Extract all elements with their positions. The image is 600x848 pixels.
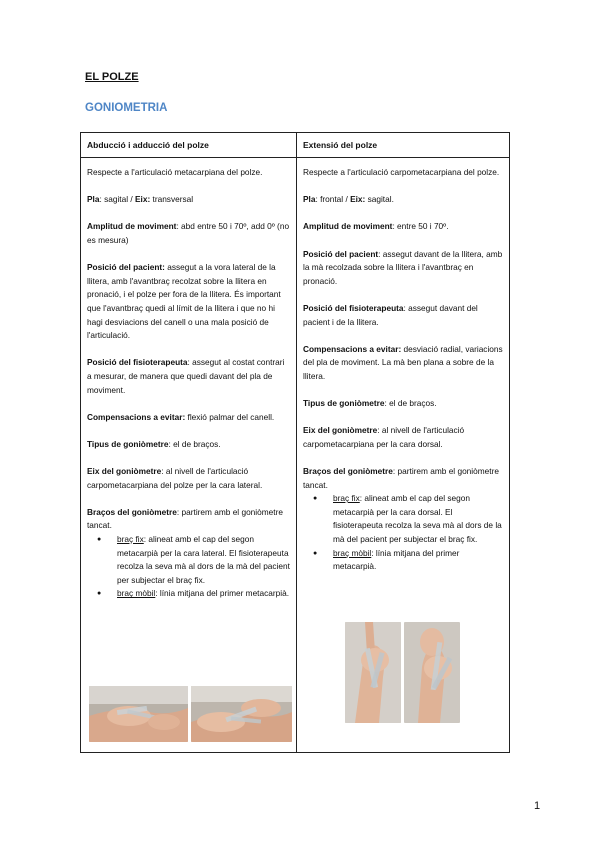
photo-extension-1 (345, 622, 401, 723)
plane-axis: Pla: frontal / Eix: sagital. (303, 194, 394, 205)
list-item: ● braç fix: alineat amb el cap del segon metacarpià per la cara dorsal. El fisioterapeuta recolza la seva mà al dors de la mà del pacient per subjectar el braç fix. (333, 492, 503, 546)
goniometer-arms: Braços del goniòmetre: partirem amb el goniòmetre tancat. (303, 466, 499, 490)
goniometer-axis: Eix del goniòmetre: al nivell de l'articulació carpometacarpiana del polze per la cara lateral. (87, 466, 263, 490)
range-of-motion: Amplitud de moviment: entre 50 i 70º. (303, 221, 449, 232)
intro-text: Respecte a l'articulació metacarpiana del polze. (87, 167, 263, 177)
compensations: Compensacions a evitar: flexió palmar del canell. (87, 411, 275, 422)
list-item: ● braç mòbil: línia mitjana del primer metacarpià. (333, 547, 503, 574)
goniometer-axis: Eix del goniòmetre: al nivell de l'articulació carpometacarpiana per la cara dorsal. (303, 425, 465, 449)
arms-list (87, 533, 290, 601)
header-abduction-adduction: Abducció i adducció del polze (81, 133, 297, 157)
patient-position: Posició del pacient: assegut a la vora lateral de la llitera, amb l'avantbraç recolzat sobre la llitera en pronació, i el polze per fora de la llitera. És important que l'avantbraç quedi al límit de la llitera i que no hi hagi desviacions del canell o una mala posició de l'articulació. (87, 262, 281, 341)
extension-column (297, 158, 509, 752)
range-of-motion: Amplitud de moviment: abd entre 50 i 70º, add 0º (no es mesura) (87, 221, 290, 245)
photo-abduction-1 (89, 686, 188, 742)
table-header-row (81, 133, 509, 158)
photo-extension-2 (404, 622, 460, 723)
photo-abduction-2 (191, 686, 292, 742)
abduction-column (81, 158, 297, 752)
header-extension: Extensió del polze (303, 140, 378, 150)
list-item: ● braç fix: alineat amb el cap del segon metacarpià per la cara lateral. El fisioterapeuta recolza la seva mà al dors de la mà del pacient per subjectar el braç fix. (117, 533, 290, 587)
goniometer-type: Tipus de goniòmetre: el de braços. (303, 398, 437, 409)
arms-list (303, 492, 503, 574)
therapist-position: Posició del fisioterapeuta: assegut davant del pacient i de la llitera. (303, 302, 478, 327)
plane-axis: Pla: sagital / Eix: transversal (87, 194, 194, 205)
intro-text: Respecte a l'articulació carpometacarpiana del polze. (303, 167, 500, 177)
section-heading: GONIOMETRIA (85, 102, 168, 114)
therapist-position: Posició del fisioterapeuta: assegut al costat contrari a mesurar, de manera que quedi davant del pla de moviment. (87, 357, 285, 395)
goniometry-table (80, 132, 510, 753)
goniometer-type: Tipus de goniòmetre: el de braços. (87, 438, 221, 449)
patient-position: Posició del pacient: assegut davant de la llitera, amb la mà recolzada sobre la llitera i l'avantbraç en pronació. (303, 248, 503, 286)
goniometer-arms: Braços del goniòmetre: partirem amb el goniòmetre tancat. (87, 506, 283, 531)
list-item: ● braç mòbil: línia mitjana del primer metacarpià. (117, 587, 290, 601)
page-heading: EL POLZE (85, 71, 139, 83)
compensations: Compensacions a evitar: desviació radial, variacions del pla de moviment. La mà ben plana a sobre de la llitera. (303, 343, 503, 381)
table-body-row (81, 158, 509, 752)
page-number: 1 (534, 800, 541, 812)
